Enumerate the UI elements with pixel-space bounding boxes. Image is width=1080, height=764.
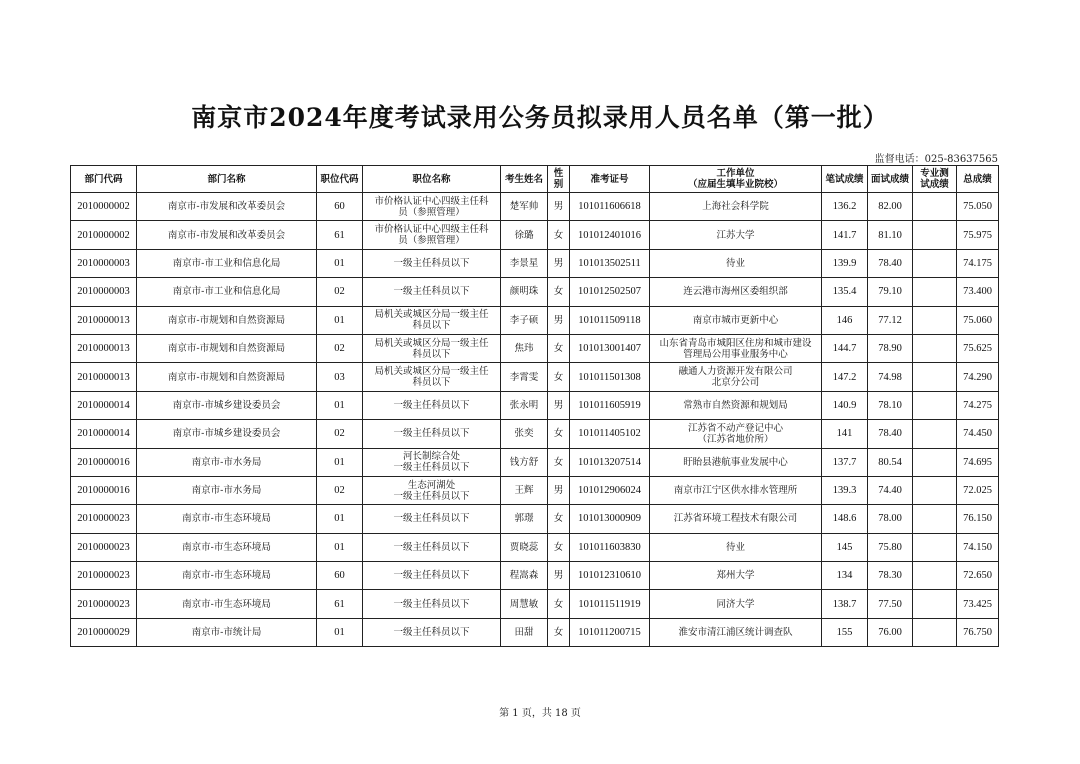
cell-position-name: 一级主任科员以下 (363, 391, 501, 419)
cell-employer: 江苏省不动产登记中心 （江苏省地价所） (650, 420, 822, 448)
cell-gender: 女 (548, 363, 570, 391)
cell-candidate-name: 张奕 (501, 420, 548, 448)
cell-dept-code: 2010000023 (71, 562, 137, 590)
cell-exam-number: 101011509118 (570, 306, 650, 334)
table-row (71, 278, 999, 306)
cell-exam-number: 101012906024 (570, 476, 650, 504)
cell-position-name: 一级主任科员以下 (363, 533, 501, 561)
cell-written-score: 144.7 (822, 334, 868, 362)
page-footer: 第 1 页，共 18 页 (499, 708, 581, 719)
cell-exam-number: 101012310610 (570, 562, 650, 590)
cell-employer: 待业 (650, 249, 822, 277)
cell-written-score: 135.4 (822, 278, 868, 306)
cell-total-score: 75.975 (957, 221, 999, 249)
header-gender: 性别 (548, 166, 570, 193)
cell-position-name: 河长制综合处 一级主任科员以下 (363, 448, 501, 476)
cell-dept-name: 南京市-市规划和自然资源局 (137, 363, 317, 391)
cell-dept-code: 2010000016 (71, 476, 137, 504)
cell-interview-score: 78.90 (868, 334, 913, 362)
cell-dept-code: 2010000023 (71, 590, 137, 618)
cell-interview-score: 78.40 (868, 420, 913, 448)
cell-dept-code: 2010000002 (71, 221, 137, 249)
table-row (71, 306, 999, 334)
cell-professional-score (913, 420, 957, 448)
header-written-score: 笔试成绩 (822, 166, 868, 193)
cell-candidate-name: 李子硕 (501, 306, 548, 334)
table-row (71, 193, 999, 221)
cell-written-score: 134 (822, 562, 868, 590)
cell-dept-name: 南京市-市工业和信息化局 (137, 249, 317, 277)
cell-gender: 女 (548, 618, 570, 646)
cell-total-score: 74.290 (957, 363, 999, 391)
cell-position-name: 局机关或城区分局一级主任 科员以下 (363, 334, 501, 362)
cell-total-score: 74.150 (957, 533, 999, 561)
cell-written-score: 147.2 (822, 363, 868, 391)
header-dept-code: 部门代码 (71, 166, 137, 193)
cell-exam-number: 101013001407 (570, 334, 650, 362)
cell-interview-score: 74.40 (868, 476, 913, 504)
cell-gender: 男 (548, 249, 570, 277)
cell-written-score: 141.7 (822, 221, 868, 249)
cell-position-code: 02 (317, 334, 363, 362)
header-position-code: 职位代码 (317, 166, 363, 193)
cell-gender: 女 (548, 221, 570, 249)
cell-gender: 女 (548, 505, 570, 533)
cell-interview-score: 77.12 (868, 306, 913, 334)
cell-position-code: 01 (317, 505, 363, 533)
supervision-hotline: 监督电话：025-83637565 (874, 154, 998, 165)
cell-exam-number: 101012502507 (570, 278, 650, 306)
cell-gender: 女 (548, 533, 570, 561)
cell-dept-code: 2010000003 (71, 249, 137, 277)
cell-professional-score (913, 363, 957, 391)
cell-interview-score: 78.30 (868, 562, 913, 590)
cell-exam-number: 101011200715 (570, 618, 650, 646)
cell-candidate-name: 颜明珠 (501, 278, 548, 306)
cell-total-score: 74.175 (957, 249, 999, 277)
cell-employer: 山东省青岛市城阳区住房和城市建设 管理局公用事业服务中心 (650, 334, 822, 362)
cell-position-code: 01 (317, 306, 363, 334)
cell-position-code: 60 (317, 193, 363, 221)
cell-exam-number: 101013207514 (570, 448, 650, 476)
cell-dept-code: 2010000014 (71, 420, 137, 448)
table-header-row (71, 166, 999, 193)
cell-employer: 盱眙县港航事业发展中心 (650, 448, 822, 476)
cell-employer: 南京市城市更新中心 (650, 306, 822, 334)
cell-gender: 男 (548, 193, 570, 221)
cell-exam-number: 101011603830 (570, 533, 650, 561)
cell-total-score: 74.275 (957, 391, 999, 419)
cell-written-score: 136.2 (822, 193, 868, 221)
cell-dept-code: 2010000014 (71, 391, 137, 419)
cell-total-score: 73.425 (957, 590, 999, 618)
table-row (71, 476, 999, 504)
cell-written-score: 145 (822, 533, 868, 561)
cell-exam-number: 101011605919 (570, 391, 650, 419)
cell-gender: 女 (548, 590, 570, 618)
cell-gender: 男 (548, 391, 570, 419)
cell-dept-name: 南京市-市发展和改革委员会 (137, 193, 317, 221)
cell-interview-score: 77.50 (868, 590, 913, 618)
cell-total-score: 72.650 (957, 562, 999, 590)
cell-employer: 江苏省环境工程技术有限公司 (650, 505, 822, 533)
cell-employer: 融通人力资源开发有限公司 北京分公司 (650, 363, 822, 391)
cell-position-code: 01 (317, 448, 363, 476)
header-candidate-name: 考生姓名 (501, 166, 548, 193)
cell-position-name: 一级主任科员以下 (363, 249, 501, 277)
cell-dept-name: 南京市-市城乡建设委员会 (137, 420, 317, 448)
cell-written-score: 138.7 (822, 590, 868, 618)
cell-written-score: 137.7 (822, 448, 868, 476)
cell-dept-code: 2010000003 (71, 278, 137, 306)
cell-candidate-name: 李景星 (501, 249, 548, 277)
cell-position-name: 生态河湖处 一级主任科员以下 (363, 476, 501, 504)
cell-professional-score (913, 590, 957, 618)
cell-candidate-name: 李霄雯 (501, 363, 548, 391)
table-row (71, 221, 999, 249)
cell-interview-score: 75.80 (868, 533, 913, 561)
cell-position-name: 局机关或城区分局一级主任 科员以下 (363, 306, 501, 334)
cell-dept-code: 2010000023 (71, 533, 137, 561)
header-exam-number: 准考证号 (570, 166, 650, 193)
cell-written-score: 141 (822, 420, 868, 448)
candidate-table (70, 165, 999, 647)
cell-dept-name: 南京市-市统计局 (137, 618, 317, 646)
cell-professional-score (913, 476, 957, 504)
cell-dept-name: 南京市-市工业和信息化局 (137, 278, 317, 306)
cell-total-score: 75.050 (957, 193, 999, 221)
cell-exam-number: 101013000909 (570, 505, 650, 533)
cell-candidate-name: 贾晓蕊 (501, 533, 548, 561)
table-row (71, 249, 999, 277)
table-row (71, 363, 999, 391)
cell-interview-score: 82.00 (868, 193, 913, 221)
cell-exam-number: 101011606618 (570, 193, 650, 221)
cell-position-name: 一级主任科员以下 (363, 420, 501, 448)
cell-position-code: 01 (317, 533, 363, 561)
cell-dept-name: 南京市-市城乡建设委员会 (137, 391, 317, 419)
cell-professional-score (913, 533, 957, 561)
header-interview-score: 面试成绩 (868, 166, 913, 193)
header-professional-score: 专业测 试成绩 (913, 166, 957, 193)
cell-candidate-name: 程嵩森 (501, 562, 548, 590)
cell-position-code: 03 (317, 363, 363, 391)
cell-position-code: 02 (317, 476, 363, 504)
cell-total-score: 76.150 (957, 505, 999, 533)
cell-written-score: 155 (822, 618, 868, 646)
table-row (71, 391, 999, 419)
cell-interview-score: 78.00 (868, 505, 913, 533)
table-row (71, 618, 999, 646)
header-dept-name: 部门名称 (137, 166, 317, 193)
cell-dept-name: 南京市-市发展和改革委员会 (137, 221, 317, 249)
cell-position-code: 02 (317, 278, 363, 306)
cell-position-name: 一级主任科员以下 (363, 618, 501, 646)
cell-interview-score: 78.40 (868, 249, 913, 277)
table-row (71, 590, 999, 618)
cell-dept-name: 南京市-市规划和自然资源局 (137, 334, 317, 362)
cell-position-name: 一级主任科员以下 (363, 278, 501, 306)
cell-dept-code: 2010000002 (71, 193, 137, 221)
cell-employer: 南京市江宁区供水排水管理所 (650, 476, 822, 504)
header-total-score: 总成绩 (957, 166, 999, 193)
table-row (71, 533, 999, 561)
cell-employer: 上海社会科学院 (650, 193, 822, 221)
cell-employer: 淮安市清江浦区统计调查队 (650, 618, 822, 646)
table-row (71, 334, 999, 362)
cell-gender: 男 (548, 562, 570, 590)
cell-professional-score (913, 391, 957, 419)
cell-dept-code: 2010000029 (71, 618, 137, 646)
cell-professional-score (913, 505, 957, 533)
cell-dept-code: 2010000013 (71, 334, 137, 362)
cell-employer: 郑州大学 (650, 562, 822, 590)
cell-interview-score: 80.54 (868, 448, 913, 476)
page-title: 南京市2024年度考试录用公务员拟录用人员名单（第一批） (191, 103, 889, 132)
cell-exam-number: 101013502511 (570, 249, 650, 277)
cell-position-name: 市价格认证中心四级主任科 员（参照管理） (363, 221, 501, 249)
cell-candidate-name: 张永明 (501, 391, 548, 419)
cell-interview-score: 81.10 (868, 221, 913, 249)
cell-candidate-name: 楚军帅 (501, 193, 548, 221)
cell-interview-score: 79.10 (868, 278, 913, 306)
cell-employer: 同济大学 (650, 590, 822, 618)
table-body (71, 193, 999, 647)
cell-total-score: 72.025 (957, 476, 999, 504)
cell-position-code: 02 (317, 420, 363, 448)
table-row (71, 448, 999, 476)
cell-exam-number: 101011501308 (570, 363, 650, 391)
cell-interview-score: 76.00 (868, 618, 913, 646)
cell-written-score: 139.3 (822, 476, 868, 504)
cell-interview-score: 78.10 (868, 391, 913, 419)
cell-written-score: 146 (822, 306, 868, 334)
cell-employer: 连云港市海州区委组织部 (650, 278, 822, 306)
cell-written-score: 140.9 (822, 391, 868, 419)
cell-candidate-name: 周慧敏 (501, 590, 548, 618)
header-employer: 工作单位 （应届生填毕业院校） (650, 166, 822, 193)
table-row (71, 562, 999, 590)
cell-candidate-name: 王辉 (501, 476, 548, 504)
cell-total-score: 75.060 (957, 306, 999, 334)
header-position-name: 职位名称 (363, 166, 501, 193)
cell-professional-score (913, 221, 957, 249)
cell-professional-score (913, 306, 957, 334)
cell-gender: 男 (548, 476, 570, 504)
cell-employer: 江苏大学 (650, 221, 822, 249)
cell-position-code: 01 (317, 391, 363, 419)
cell-total-score: 75.625 (957, 334, 999, 362)
cell-position-code: 60 (317, 562, 363, 590)
cell-total-score: 73.400 (957, 278, 999, 306)
cell-dept-code: 2010000023 (71, 505, 137, 533)
cell-gender: 女 (548, 420, 570, 448)
cell-position-code: 61 (317, 590, 363, 618)
cell-candidate-name: 徐璐 (501, 221, 548, 249)
cell-dept-name: 南京市-市生态环境局 (137, 533, 317, 561)
cell-dept-name: 南京市-市生态环境局 (137, 562, 317, 590)
cell-dept-name: 南京市-市水务局 (137, 448, 317, 476)
cell-gender: 女 (548, 448, 570, 476)
cell-written-score: 148.6 (822, 505, 868, 533)
cell-professional-score (913, 448, 957, 476)
cell-position-code: 61 (317, 221, 363, 249)
cell-candidate-name: 钱方舒 (501, 448, 548, 476)
cell-professional-score (913, 334, 957, 362)
cell-position-code: 01 (317, 618, 363, 646)
cell-position-name: 一级主任科员以下 (363, 590, 501, 618)
cell-candidate-name: 郭璟 (501, 505, 548, 533)
cell-gender: 女 (548, 334, 570, 362)
cell-dept-code: 2010000013 (71, 306, 137, 334)
cell-exam-number: 101012401016 (570, 221, 650, 249)
cell-employer: 常熟市自然资源和规划局 (650, 391, 822, 419)
cell-dept-name: 南京市-市规划和自然资源局 (137, 306, 317, 334)
table-row (71, 420, 999, 448)
cell-employer: 待业 (650, 533, 822, 561)
cell-gender: 女 (548, 278, 570, 306)
cell-interview-score: 74.98 (868, 363, 913, 391)
cell-total-score: 76.750 (957, 618, 999, 646)
cell-total-score: 74.695 (957, 448, 999, 476)
cell-professional-score (913, 193, 957, 221)
cell-dept-code: 2010000016 (71, 448, 137, 476)
table-row (71, 505, 999, 533)
cell-dept-name: 南京市-市生态环境局 (137, 590, 317, 618)
cell-position-name: 局机关或城区分局一级主任 科员以下 (363, 363, 501, 391)
cell-total-score: 74.450 (957, 420, 999, 448)
cell-candidate-name: 焦玮 (501, 334, 548, 362)
cell-professional-score (913, 278, 957, 306)
cell-dept-name: 南京市-市水务局 (137, 476, 317, 504)
cell-candidate-name: 田甜 (501, 618, 548, 646)
cell-professional-score (913, 618, 957, 646)
cell-dept-code: 2010000013 (71, 363, 137, 391)
cell-position-code: 01 (317, 249, 363, 277)
cell-position-name: 一级主任科员以下 (363, 562, 501, 590)
cell-written-score: 139.9 (822, 249, 868, 277)
cell-professional-score (913, 249, 957, 277)
cell-gender: 男 (548, 306, 570, 334)
cell-professional-score (913, 562, 957, 590)
cell-exam-number: 101011405102 (570, 420, 650, 448)
cell-position-name: 市价格认证中心四级主任科 员（参照管理） (363, 193, 501, 221)
cell-position-name: 一级主任科员以下 (363, 505, 501, 533)
cell-dept-name: 南京市-市生态环境局 (137, 505, 317, 533)
cell-exam-number: 101011511919 (570, 590, 650, 618)
